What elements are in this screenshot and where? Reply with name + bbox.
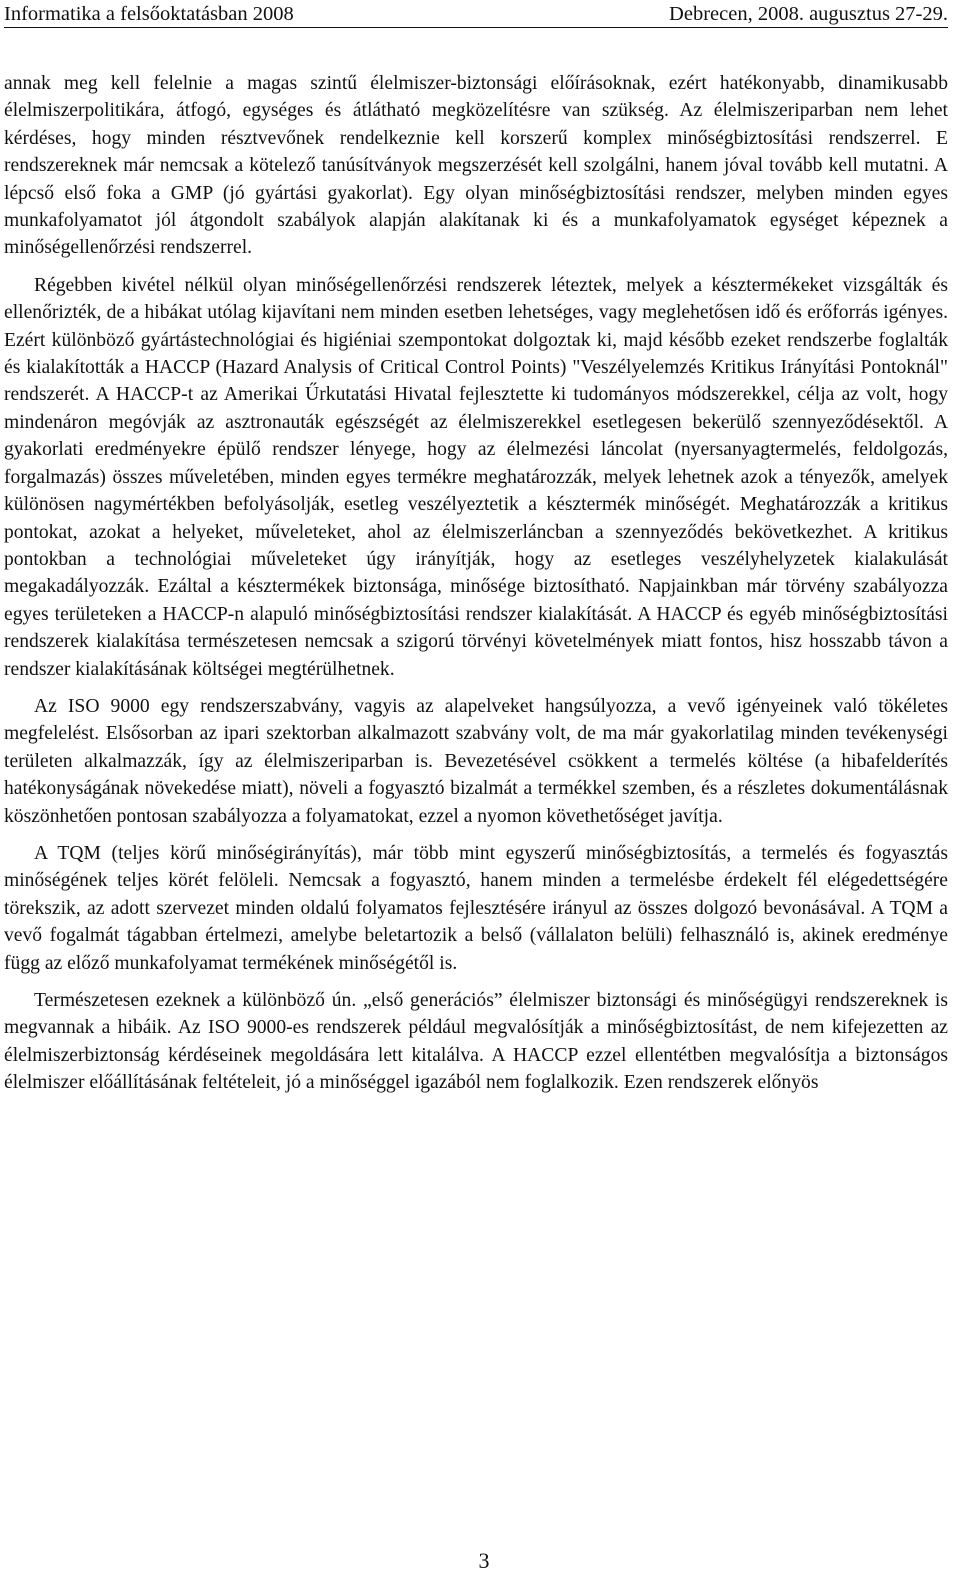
paragraph-iso-9000: Az ISO 9000 egy rendszerszabvány, vagyis az alapelveket hangsúlyozza, a vevő igényeinek való tökéletes megfelelést. Elsősorban az ipari szektorban alkalmazott szabvány volt, de ma már gyakorlatilag minden tevékenységi területen alkalmazzák, így az élelmiszeriparban is. Bevezetésével csökkent a termelés költése (a hibafelderítés hatékonyságának növekedése miatt), növeli a fogyasztó bizalmát a termékkel szemben, és a részletes dokumentálásnak köszönhetően pontosan szabályozza a folyamatokat, ezzel a nyomon követhetőséget javítja. (4, 695, 948, 827)
paragraph-haccp: Régebben kivétel nélkül olyan minőségellenőrzési rendszerek léteztek, melyek a késztermékeket vizsgálták és ellenőrizték, de a hibákat utólag kijavítani nem minden esetben lehetséges, vagy meglehetősen idő és erőforrás igényes. Ezért különböző gyártástechnológiai és higiéniai szempontokat dolgoztak ki, majd később ezeket rendszerbe foglalták és kialakították a HACCP (Hazard Analysis of Critical Control Points) "Veszélyelemzés Kritikus Irányítási Pontoknál" rendszerét. A HACCP-t az Amerikai Űrkutatási Hivatal fejlesztette ki tudományos módszerekkel, célja az volt, hogy mindenáron megóvják az asztronauták egészségét az élelmiszerekkel esetlegesen bekerülő szennyeződésektől. A gyakorlati eredményekre épülő rendszer lényege, hogy az élelmezési láncolat (nyersanyagtermelés, feldolgozás, forgalmazás) összes műveletében, minden egyes termékre meghatározzák, melyek lehetnek azok a tényezők, amelyek különösen nagymértékben befolyásolják, esetleg veszélyeztetik a késztermék minőségét. Meghatározzák a kritikus pontokat, azokat a helyeket, műveleteket, ahol az élelmiszerláncban a szennyeződés bekövetkezhet. A kritikus pontokban a technológiai műveleteket úgy irányítják, hogy az esetleges veszélyhelyzetek kialakulását megakadályozzák. Ezáltal a késztermékek biztonsága, minősége biztosítható. Napjainkban már törvény szabályozza egyes területeken a HACCP-n alapuló minőségbiztosítási rendszer kialakítását. A HACCP és egyéb minőségbiztosítási rendszerek kialakítása természetesen nemcsak a szigorú törvényi követelmények miatt fontos, hisz hosszabb távon a rendszer kialakításának költségei megtérülhetnek. (4, 274, 948, 680)
paragraph-tqm: A TQM (teljes körű minőségirányítás), már több mint egyszerű minőségbiztosítás, a termelés és fogyasztás minőségének teljes körét felöleli. Nemcsak a fogyasztó, hanem minden a termelésbe érdekelt fél elégedettségére törekszik, az adott szervezet minden oldalú folyamatos fejlesztésére irányul az összes dolgozó bevonásával. A TQM a vevő fogalmát tágabban értelmezi, amelybe beletartozik a belső (vállalaton belüli) felhasználó is, akinek eredménye függ az előző munkafolyamat termékének minőségétől is. (4, 842, 948, 974)
document-body (4, 70, 948, 1097)
paragraph-continued: annak meg kell felelnie a magas szintű élelmiszer-biztonsági előírásoknak, ezért hatékonyabb, dinamikusabb élelmiszerpolitikára, átfogó, egységes és átlátható megközelítésre van szükség. Az élelmiszeriparban nem lehet kérdéses, hogy minden résztvevőnek rendelkeznie kell korszerű komplex minőségbiztosítási rendszerrel. E rendszereknek már nemcsak a kötelező tanúsítványok megszerzését kell szolgálni, hanem jóval tovább kell mutatni. A lépcső első foka a GMP (jó gyártási gyakorlat). Egy olyan minőségbiztosítási rendszer, melyben minden egyes munkafolyamatot jól átgondolt szabályok alapján alakítanak ki és a munkafolyamatok egységet képeznek a minőségellenőrzési rendszerrel. (4, 73, 948, 259)
running-header (4, 2, 948, 28)
header-conference-title: Informatika a felsőoktatásban 2008 (4, 3, 294, 25)
paragraph-first-generation: Természetesen ezeknek a különböző ún. „első generációs” élelmiszer biztonsági és minőségügyi rendszereknek is megvannak a hibáik. Az ISO 9000-es rendszerek például megvalósítják a minőségbiztosítást, de nem kifejezetten az élelmiszerbiztonság kérdéseinek megoldására lett kitalálva. A HACCP ezzel ellentétben megvalósítja a biztonságos élelmiszer előállításának feltételeit, jó a minőséggel igazából nem foglalkozik. Ezen rendszerek előnyös (4, 990, 948, 1094)
page-number: 3 (478, 1548, 490, 1573)
header-location-date: Debrecen, 2008. augusztus 27-29. (669, 3, 948, 25)
header-divider (4, 27, 948, 28)
